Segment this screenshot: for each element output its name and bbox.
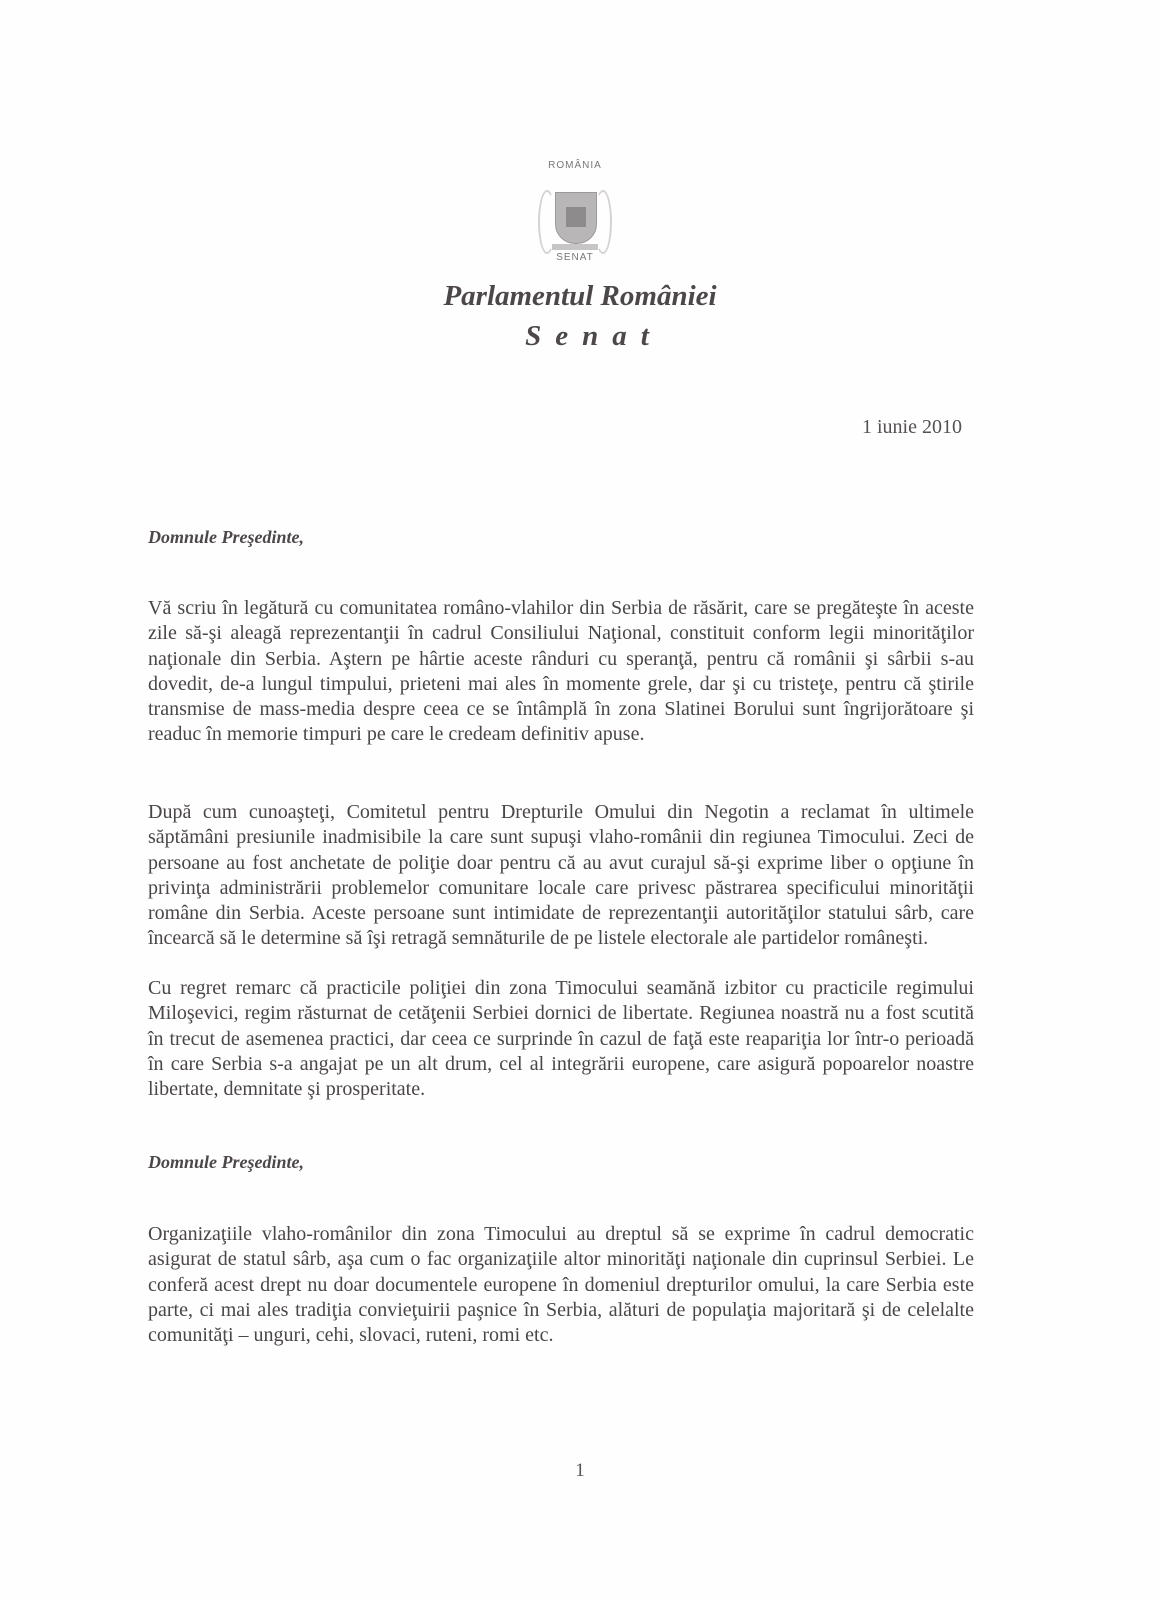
salutation: Domnule Preşedinte,: [148, 1152, 304, 1172]
paragraph: Organizaţiile vlaho-românilor din zona Timocului au dreptul să se exprime în cadrul democratic asigurat de statul sârb, aşa cum o fac organizaţiile altor minorităţi naţionale din cuprinsul Serbiei. Le conferă acest drept nu doar documentele europene în domeniul drepturilor omului, la care Serbia este parte, ci mai ales tradiţia convieţuirii paşnice în Serbia, alături de populaţia majoritară şi de celelalte comunităţi – unguri, cehi, slovaci, ruteni, romi etc.: [148, 1223, 974, 1347]
ribbon-icon: [552, 244, 598, 250]
shield-center-icon: [566, 207, 586, 227]
emblem-bottom-text: SENAT: [556, 252, 594, 263]
paragraph: Cu regret remarc că practicile poliţiei din zona Timocului seamănă izbitor cu practicile regimului Miloşevici, regim răsturnat de cetăţenii Serbiei dornici de libertate. Regiunea noastră nu a fost scutită în trecut de asemenea practici, dar ceea ce surprinde în cazul de faţă este reapariţia lor într-o perioadă în care Serbia s-a angajat pe un alt drum, cel al integrării europene, care asigură popoarelor noastre libertate, demnitate şi prosperitate.: [148, 977, 974, 1101]
institution-subtitle: Senat: [525, 320, 663, 352]
paragraph: Vă scriu în legătură cu comunitatea româno-vlahilor din Serbia de răsărit, care se pregăteşte în aceste zile să-şi aleagă reprezentanţii în cadrul Consiliului Naţional, constituit conform legii minorităţilor naţionale din Serbia. Aştern pe hârtie aceste rânduri cu speranţă, pentru că românii şi sârbii s-au dovedit, de-a lungul timpului, prieteni mai ales în momente grele, dar şi cu tristeţe, pentru că ştirile transmise de mass-media despre ceea ce se întâmplă în zona Slatinei Borului sunt îngrijorătoare şi readuc în memorie timpuri pe care le credeam definitiv apuse.: [148, 597, 974, 746]
institution-title: Parlamentul României: [443, 280, 717, 312]
letter-date: 1 iunie 2010: [862, 416, 962, 438]
salutation: Domnule Preşedinte,: [148, 527, 304, 547]
emblem-top-text: ROMÂNIA: [548, 160, 602, 171]
paragraph: După cum cunoaşteţi, Comitetul pentru Drepturile Omului din Negotin a reclamat în ultimele săptămâni presiunile inadmisibile la care sunt supuşi vlaho-românii din regiunea Timocului. Zeci de persoane au fost anchetate de poliţie doar pentru că au avut curajul să-şi exprime liber o opţiune în privinţa administrării problemelor comunitare locale care privesc păstrarea specificului minorităţii române din Serbia. Aceste persoane sunt intimidate de reprezentanţii autorităţilor statului sârb, care încearcă să le determine să îşi retragă semnăturile de pe listele electorale ale partidelor româneşti.: [148, 801, 974, 950]
coat-of-arms-icon: [555, 192, 597, 244]
senate-emblem: [530, 160, 620, 270]
page-number: 1: [575, 1460, 585, 1481]
